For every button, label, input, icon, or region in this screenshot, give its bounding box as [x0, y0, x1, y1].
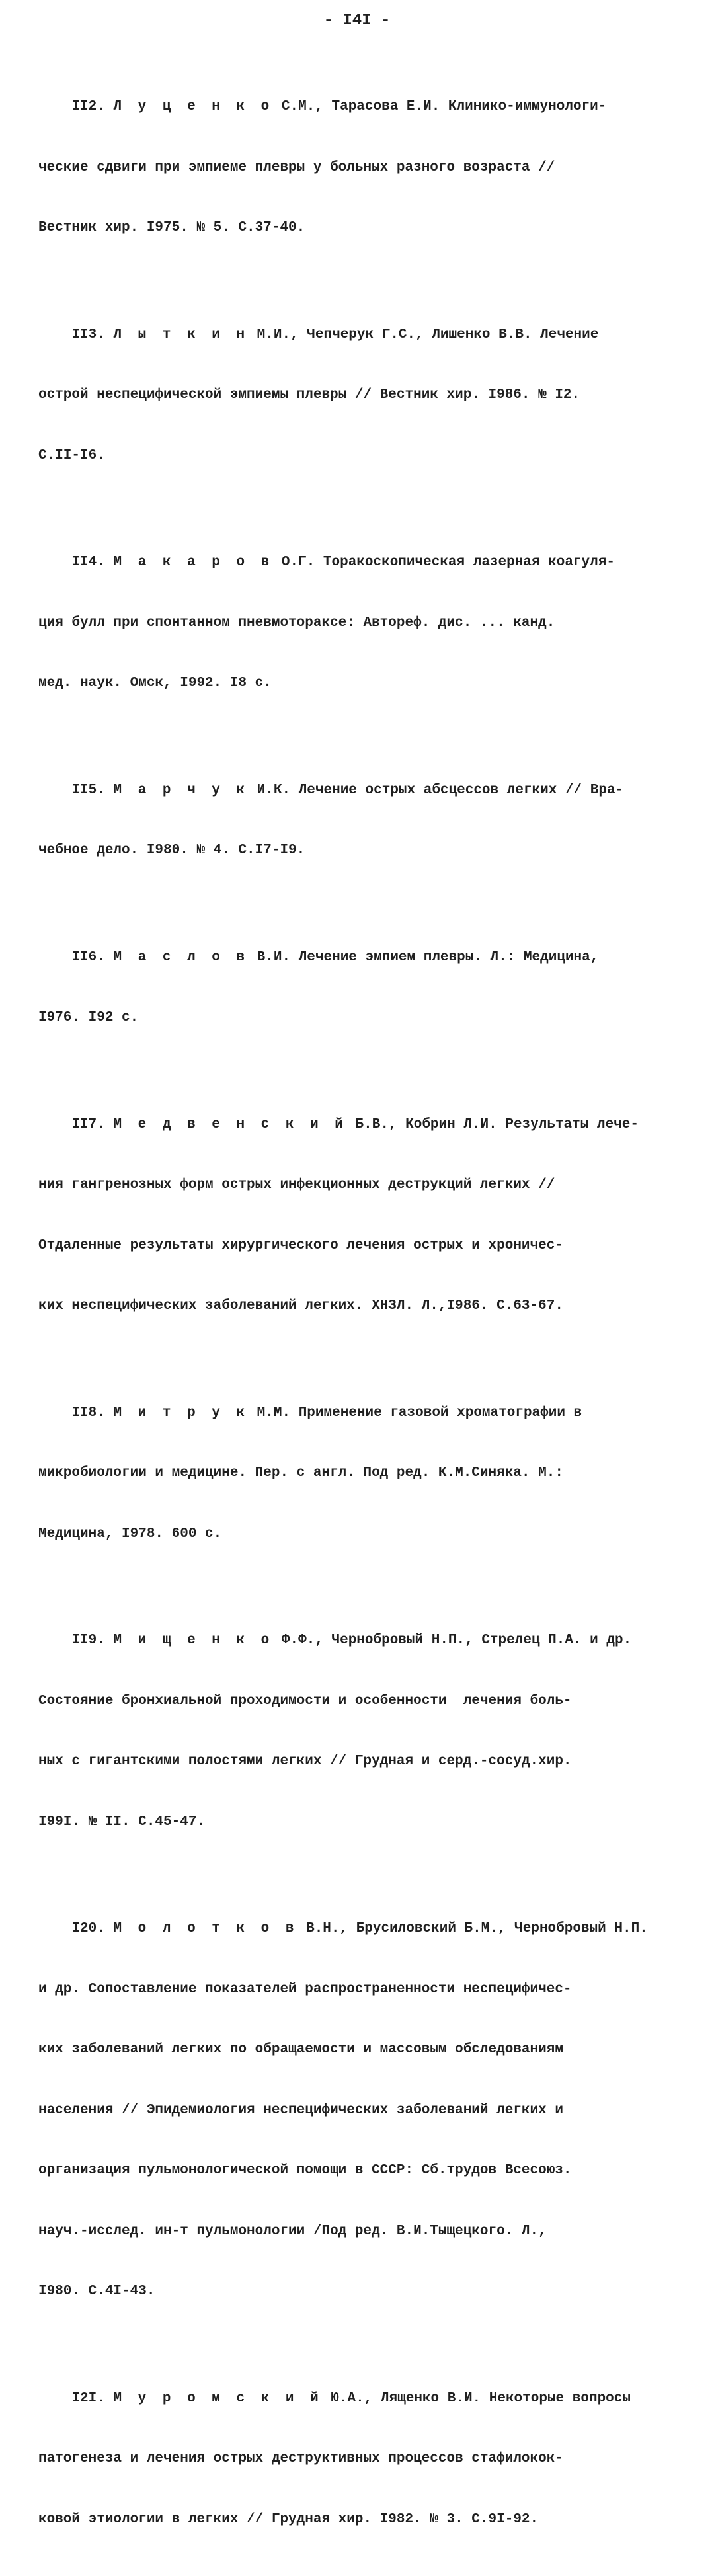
entry-text: науч.-исслед. ин-т пульмонологии /Под ред. В.И.Тыщецкого. Л., [38, 2223, 547, 2239]
entry-author: М а с л о в [113, 949, 249, 965]
entry-author: М и т р у к [113, 1405, 249, 1421]
entry-text: патогенеза и лечения острых деструктивных процессов стафилокок- [38, 2451, 563, 2466]
entry-number: II5. [71, 782, 105, 798]
entry-text: ких неспецифических заболеваний легких. ХНЗЛ. Л.,I986. С.63-67. [38, 1298, 563, 1313]
bibliography-entry [38, 1075, 639, 1357]
entry-text: I980. С.4I-43. [38, 2284, 155, 2299]
entry-number: II2. [71, 99, 105, 114]
bibliography-entry [38, 1879, 648, 2343]
entry-first-line [38, 325, 600, 346]
entry-text: С.М., Тарасова Е.И. Клинико-иммунологи- [273, 99, 607, 114]
bibliography-entry [38, 908, 600, 1069]
entry-number: I20. [71, 1921, 105, 1936]
entry-author: М о л о т к о в [113, 1921, 298, 1936]
bibliography-list [38, 57, 648, 2576]
entry-text: чебное дело. I980. № 4. С.I7-I9. [38, 843, 305, 858]
entry-text: С.II-I6. [38, 448, 105, 463]
entry-number: II9. [71, 1633, 105, 1648]
bibliography-entry [38, 57, 607, 279]
entry-author: Л у ц е н к о [113, 99, 274, 114]
entry-first-line [38, 1115, 639, 1136]
entry-text: Состояние бронхиальной проходимости и особенности лечения боль- [38, 1693, 572, 1709]
entry-text: М.М. Применение газовой хроматографии в [249, 1405, 582, 1421]
entry-text: Ф.Ф., Чернобровый Н.П., Стрелец П.А. и др. [273, 1633, 632, 1648]
entry-first-line [38, 1631, 632, 1651]
entry-author: М а р ч у к [113, 782, 249, 798]
entry-text: Б.В., Кобрин Л.И. Результаты лече- [346, 1116, 639, 1132]
bibliography-entry [38, 285, 600, 507]
entry-author: М и щ е н к о [113, 1633, 274, 1648]
bibliography-entry [38, 1590, 632, 1873]
entry-text: ция булл при спонтанном пневмотораксе: Автореф. дис. ... канд. [38, 615, 555, 631]
entry-author: М е д в е н с к и й [113, 1116, 347, 1132]
entry-text: ных с гигантскими полостями легких // Грудная и серд.-сосуд.хир. [38, 1754, 572, 1769]
entry-text: И.К. Лечение острых абсцессов легких // Вра- [249, 782, 624, 798]
entry-author: М у р о м с к и й [113, 2390, 323, 2406]
entry-number: II6. [71, 949, 105, 965]
entry-text: ческие сдвиги при эмпиеме плевры у больных разного возраста // [38, 159, 555, 175]
entry-text: Отдаленные результаты хирургического лечения острых и хроничес- [38, 1237, 563, 1253]
entry-text: мед. наук. Омск, I992. I8 с. [38, 676, 272, 691]
bibliography-entry [38, 1363, 600, 1585]
entry-text: I976. I92 с. [38, 1010, 139, 1025]
entry-first-line [38, 781, 624, 801]
bibliography-entry [38, 740, 624, 902]
entry-text: ковой этиологии в легких // Грудная хир. I982. № 3. С.9I-92. [38, 2511, 539, 2527]
entry-text: микробиологии и медицине. Пер. с англ. Под ред. К.М.Синяка. М.: [38, 1465, 563, 1481]
entry-text: ких заболеваний легких по обращаемости и массовым обследованиям [38, 2042, 563, 2057]
entry-text: Медицина, I978. 600 с. [38, 1526, 222, 1542]
entry-number: II7. [71, 1116, 105, 1132]
entry-text: I99I. № II. С.45-47. [38, 1814, 206, 1830]
entry-author: М а к а р о в [113, 555, 274, 570]
entry-text: Ю.А., Лященко В.И. Некоторые вопросы [322, 2390, 631, 2406]
entry-text: М.И., Чепчерук Г.С., Лишенко В.В. Лечение [249, 327, 599, 342]
entry-text: Вестник хир. I975. № 5. С.37-40. [38, 220, 305, 235]
entry-number: I2I. [71, 2390, 105, 2406]
entry-number: II3. [71, 327, 105, 342]
entry-text: В.Н., Брусиловский Б.М., Чернобровый Н.П. [298, 1921, 648, 1936]
entry-number: II8. [71, 1405, 105, 1421]
entry-text: острой неспецифической эмпиемы плевры // Вестник хир. I986. № I2. [38, 387, 580, 403]
entry-first-line [38, 948, 600, 968]
entry-first-line [38, 1919, 648, 1939]
entry-text: населения // Эпидемиология неспецифических заболеваний легких и [38, 2102, 563, 2118]
bibliography-entry [38, 512, 615, 734]
entry-first-line [38, 553, 615, 573]
entry-first-line [38, 2389, 631, 2409]
entry-text: организация пульмонологической помощи в СССР: Сб.трудов Всесоюз. [38, 2163, 572, 2178]
entry-author: Л ы т к и н [113, 327, 249, 342]
entry-text: ния гангренозных форм острых инфекционных деструкций легких // [38, 1177, 555, 1192]
entry-text: О.Г. Торакоскопическая лазерная коагуля- [273, 555, 615, 570]
bibliography-entry [38, 2349, 631, 2571]
entry-text: и др. Сопоставление показателей распространенности неспецифичес- [38, 1981, 572, 1997]
entry-first-line [38, 97, 607, 118]
page-number: - I4I - [323, 12, 391, 30]
entry-number: II4. [71, 555, 105, 570]
entry-first-line [38, 1403, 600, 1424]
entry-text: В.И. Лечение эмпием плевры. Л.: Медицина, [249, 949, 599, 965]
